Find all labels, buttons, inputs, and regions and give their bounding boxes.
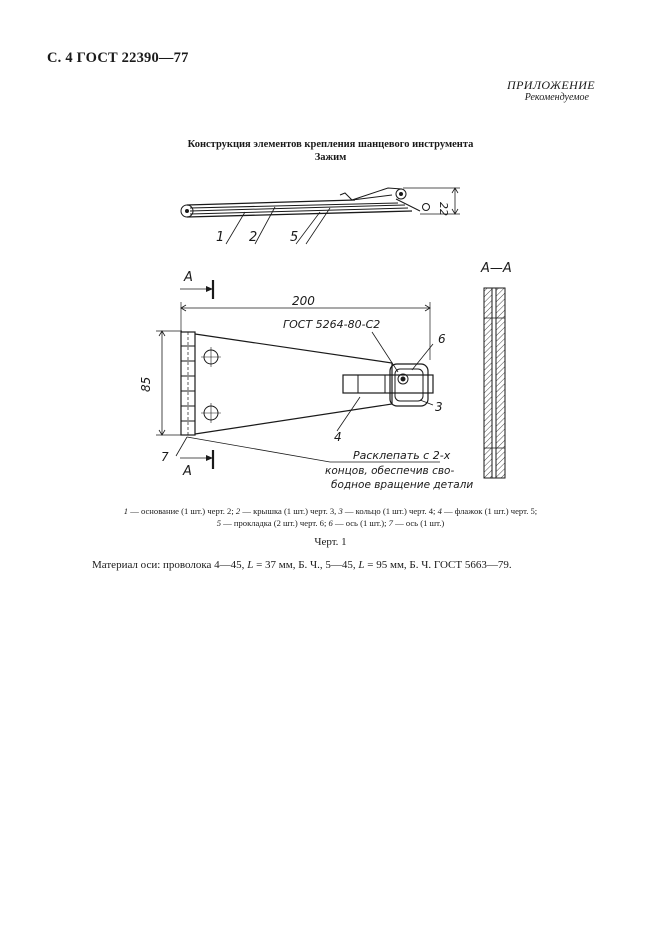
callout-2: 2 bbox=[249, 230, 258, 245]
dimension-22: 22 bbox=[437, 202, 450, 216]
legend-text-6: — ось (1 шт.); bbox=[332, 517, 389, 528]
dimension-200: 200 bbox=[292, 294, 315, 308]
legend-num-3: 3 bbox=[338, 506, 343, 516]
legend-text-2: — крышка (1 шт.) черт. 3, bbox=[240, 506, 339, 516]
legend-num-6: 6 bbox=[328, 517, 333, 528]
callout-1: 1 bbox=[216, 230, 225, 245]
figure-caption: Черт. 1 bbox=[314, 536, 347, 548]
standard-note: ГОСТ 5264-80-С2 bbox=[283, 318, 381, 331]
legend-text-7: — ось (1 шт.) bbox=[392, 517, 445, 528]
section-marker-bottom: А bbox=[183, 464, 192, 479]
legend-text-5: — прокладка (2 шт.) черт. 6; bbox=[221, 517, 329, 528]
legend-num-1: 1 bbox=[123, 506, 129, 516]
material-part2: = 37 мм, Б. Ч., 5—45, bbox=[253, 559, 359, 571]
figure-title: Конструкция элементов крепления шанцевого инструмента bbox=[187, 139, 474, 150]
appendix-title: ПРИЛОЖЕНИЕ bbox=[507, 78, 595, 92]
dimension-85: 85 bbox=[139, 376, 153, 392]
section-label: А—А bbox=[481, 261, 512, 276]
legend-num-5: 5 bbox=[216, 517, 221, 528]
rivet-note-line1: Расклепать с 2-х bbox=[353, 449, 451, 462]
material-var-l1: L bbox=[247, 559, 254, 571]
parts-legend bbox=[0, 506, 661, 529]
legend-num-2: 2 bbox=[235, 506, 241, 516]
legend-num-7: 7 bbox=[388, 517, 393, 528]
section-view bbox=[484, 288, 505, 478]
legend-text-1: — основание (1 шт.) черт. 2; bbox=[128, 506, 236, 516]
rivet-note-line3: бодное вращение детали bbox=[331, 479, 474, 491]
callout-3: 3 bbox=[435, 400, 443, 414]
figure-subtitle: Зажим bbox=[314, 152, 347, 163]
rivet-note-line2: концов, обеспечив сво- bbox=[325, 465, 455, 477]
callout-4: 4 bbox=[334, 430, 342, 444]
material-note bbox=[92, 559, 512, 571]
callout-5: 5 bbox=[290, 230, 299, 245]
legend-num-4: 4 bbox=[437, 506, 442, 516]
legend-text-3: — кольцо (1 шт.) черт. 4; bbox=[342, 506, 438, 516]
callout-7: 7 bbox=[161, 450, 169, 464]
material-var-l2: L bbox=[358, 559, 365, 571]
plan-view bbox=[156, 280, 440, 469]
appendix-subtitle: Рекомендуемое bbox=[524, 92, 589, 103]
material-part3: = 95 мм, Б. Ч. ГОСТ 5663—79. bbox=[364, 559, 512, 571]
legend-text-4: — флажок (1 шт.) черт. 5; bbox=[441, 506, 538, 516]
material-prefix: Материал оси: проволока 4—45, bbox=[92, 559, 248, 571]
section-marker-top: А bbox=[184, 270, 193, 285]
page-header: С. 4 ГОСТ 22390—77 bbox=[47, 50, 189, 66]
callout-6: 6 bbox=[438, 332, 446, 346]
